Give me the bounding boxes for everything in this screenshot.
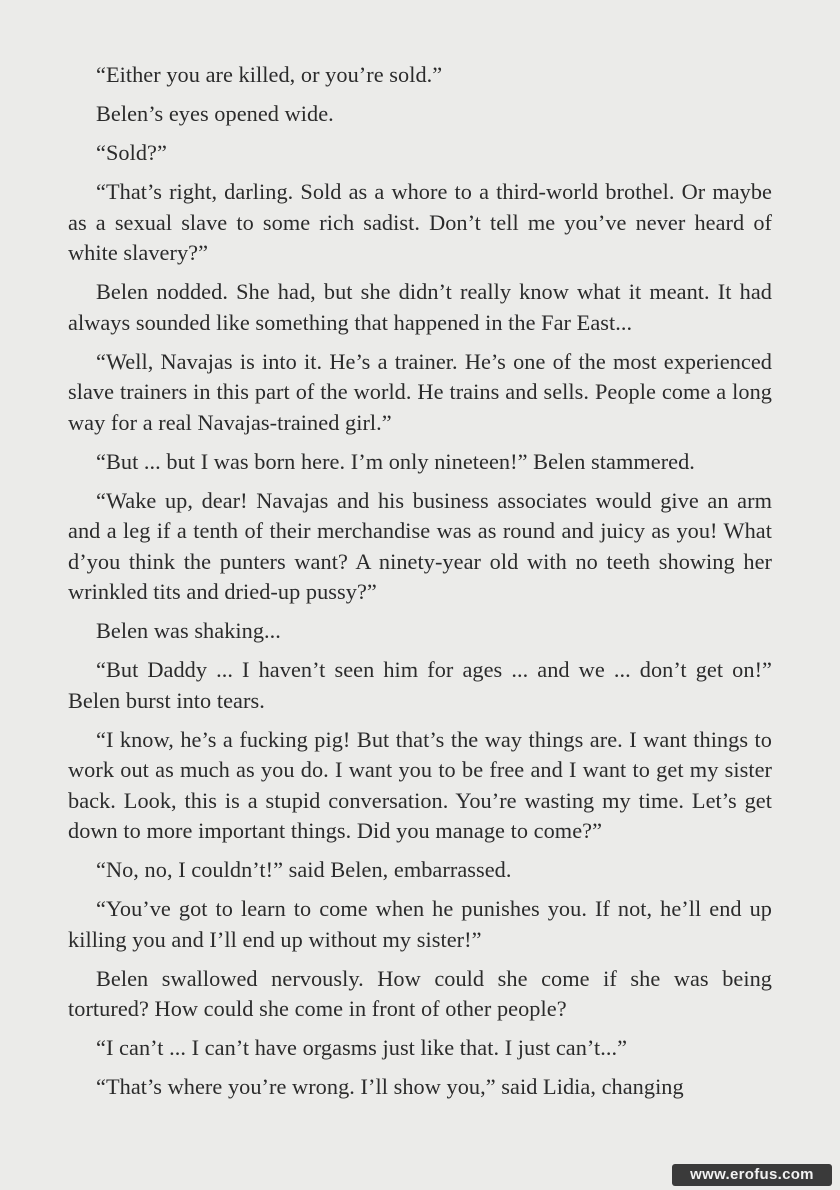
- paragraph: “Well, Navajas is into it. He’s a trainer. He’s one of the most experienced slave trainers in this part of the world. He trains and sells. People come a long way for a real Navajas-trained girl.”: [68, 348, 772, 435]
- paragraph: “But Daddy ... I haven’t seen him for ages ... and we ... don’t get on!” Belen burst into tears.: [68, 657, 772, 713]
- paragraph: Belen was shaking...: [96, 618, 281, 643]
- paragraph: “But ... but I was born here. I’m only nineteen!” Belen stammered.: [96, 448, 695, 474]
- paragraph: “That’s where you’re wrong. I’ll show you,” said Lidia, changing: [96, 1074, 684, 1099]
- paragraph: Belen nodded. She had, but she didn’t really know what it meant. It had always sounded like something that happened in the Far East...: [68, 279, 772, 335]
- paragraph: Belen swallowed nervously. How could she come if she was being tortured? How could she come in front of other people?: [68, 965, 772, 1021]
- page-text: [68, 60, 772, 1111]
- paragraph: “I know, he’s a fucking pig! But that’s the way things are. I want things to work out as much as you do. I want you to be free and I want to get my sister back. Look, this is a stupid conversation. You’re wasting my time. Let’s get down to more important things. Did you manage to come?”: [68, 726, 772, 843]
- paragraph: “No, no, I couldn’t!” said Belen, embarrassed.: [96, 857, 512, 882]
- paragraph: “Wake up, dear! Navajas and his business associates would give an arm and a leg if a tenth of their merchandise was as round and juicy as you! What d’you think the punters want? A ninety-year old with no teeth showing her wrinkled tits and dried-up pussy?”: [68, 487, 772, 604]
- paragraph: Belen’s eyes opened wide.: [96, 101, 334, 126]
- paragraph: “I can’t ... I can’t have orgasms just like that. I just can’t...”: [96, 1035, 628, 1060]
- paragraph: “Sold?”: [96, 140, 167, 165]
- paragraph: “That’s right, darling. Sold as a whore to a third-world brothel. Or maybe as a sexual slave to some rich sadist. Don’t tell me you’ve never heard of white slavery?”: [68, 179, 772, 265]
- paragraph: “You’ve got to learn to come when he punishes you. If not, he’ll end up killing you and I’ll end up without my sister!”: [68, 896, 772, 952]
- paragraph: “Either you are killed, or you’re sold.”: [96, 62, 443, 87]
- site-watermark: www.erofus.com: [672, 1164, 832, 1186]
